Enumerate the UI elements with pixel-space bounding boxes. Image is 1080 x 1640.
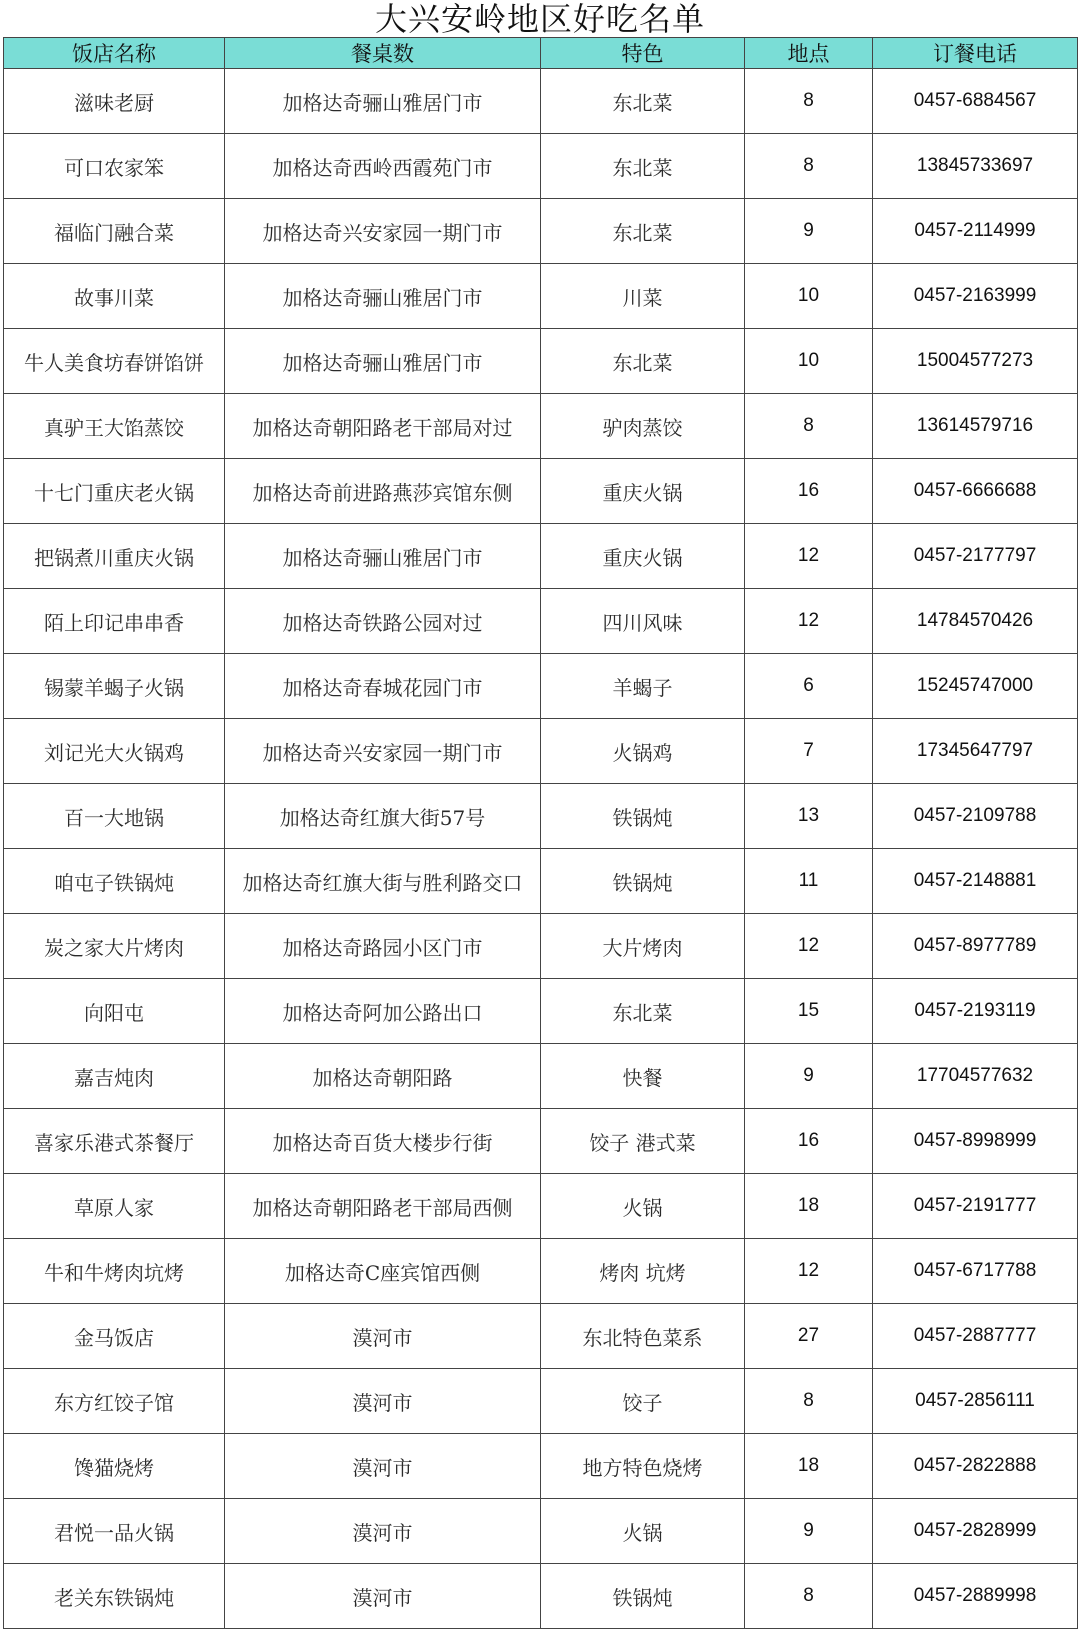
cell-specialty: 饺子 xyxy=(541,1369,745,1434)
cell-phone: 0457-6717788 xyxy=(873,1239,1078,1304)
cell-table-count: 漠河市 xyxy=(225,1304,541,1369)
table-row xyxy=(4,1174,1078,1239)
cell-phone: 13614579716 xyxy=(873,394,1078,459)
cell-location: 12 xyxy=(745,524,873,589)
cell-specialty: 四川风味 xyxy=(541,589,745,654)
cell-restaurant-name: 百一大地锅 xyxy=(4,784,225,849)
cell-phone: 0457-2822888 xyxy=(873,1434,1078,1499)
table-row xyxy=(4,1109,1078,1174)
cell-specialty: 地方特色烧烤 xyxy=(541,1434,745,1499)
restaurant-table xyxy=(3,37,1078,1629)
cell-location: 12 xyxy=(745,914,873,979)
cell-table-count: 加格达奇红旗大街57号 xyxy=(225,784,541,849)
cell-phone: 0457-8998999 xyxy=(873,1109,1078,1174)
cell-phone: 0457-2193119 xyxy=(873,979,1078,1044)
cell-restaurant-name: 牛人美食坊春饼馅饼 xyxy=(4,329,225,394)
header-restaurant-name: 饭店名称 xyxy=(4,38,225,69)
table-row xyxy=(4,524,1078,589)
cell-phone: 0457-2177797 xyxy=(873,524,1078,589)
table-row xyxy=(4,134,1078,199)
cell-specialty: 东北菜 xyxy=(541,329,745,394)
table-row xyxy=(4,199,1078,264)
header-table-count: 餐桌数 xyxy=(225,38,541,69)
cell-location: 16 xyxy=(745,1109,873,1174)
cell-specialty: 川菜 xyxy=(541,264,745,329)
table-row xyxy=(4,394,1078,459)
cell-table-count: 加格达奇C座宾馆西侧 xyxy=(225,1239,541,1304)
cell-location: 9 xyxy=(745,1499,873,1564)
cell-phone: 17345647797 xyxy=(873,719,1078,784)
cell-phone: 0457-2114999 xyxy=(873,199,1078,264)
cell-restaurant-name: 福临门融合菜 xyxy=(4,199,225,264)
header-location: 地点 xyxy=(745,38,873,69)
cell-table-count: 漠河市 xyxy=(225,1499,541,1564)
cell-location: 6 xyxy=(745,654,873,719)
cell-specialty: 重庆火锅 xyxy=(541,524,745,589)
cell-location: 27 xyxy=(745,1304,873,1369)
cell-table-count: 漠河市 xyxy=(225,1434,541,1499)
page-title: 大兴安岭地区好吃名单 xyxy=(374,0,705,38)
table-row xyxy=(4,1369,1078,1434)
cell-restaurant-name: 咱屯子铁锅炖 xyxy=(4,849,225,914)
cell-location: 13 xyxy=(745,784,873,849)
cell-specialty: 火锅 xyxy=(541,1499,745,1564)
cell-phone: 0457-2148881 xyxy=(873,849,1078,914)
cell-phone: 15245747000 xyxy=(873,654,1078,719)
table-row xyxy=(4,69,1078,134)
cell-restaurant-name: 把锅煮川重庆火锅 xyxy=(4,524,225,589)
cell-table-count: 加格达奇铁路公园对过 xyxy=(225,589,541,654)
table-row xyxy=(4,849,1078,914)
cell-restaurant-name: 馋猫烧烤 xyxy=(4,1434,225,1499)
cell-table-count: 加格达奇骊山雅居门市 xyxy=(225,329,541,394)
table-row xyxy=(4,1434,1078,1499)
cell-location: 8 xyxy=(745,134,873,199)
cell-table-count: 加格达奇阿加公路出口 xyxy=(225,979,541,1044)
cell-location: 18 xyxy=(745,1434,873,1499)
cell-table-count: 加格达奇春城花园门市 xyxy=(225,654,541,719)
cell-specialty: 东北菜 xyxy=(541,979,745,1044)
cell-restaurant-name: 锡蒙羊蝎子火锅 xyxy=(4,654,225,719)
cell-phone: 14784570426 xyxy=(873,589,1078,654)
cell-table-count: 加格达奇骊山雅居门市 xyxy=(225,264,541,329)
cell-location: 7 xyxy=(745,719,873,784)
cell-specialty: 东北菜 xyxy=(541,134,745,199)
cell-table-count: 加格达奇兴安家园一期门市 xyxy=(225,719,541,784)
cell-specialty: 快餐 xyxy=(541,1044,745,1109)
cell-specialty: 饺子 港式菜 xyxy=(541,1109,745,1174)
table-row xyxy=(4,914,1078,979)
cell-restaurant-name: 老关东铁锅炖 xyxy=(4,1564,225,1629)
cell-table-count: 加格达奇朝阳路老干部局对过 xyxy=(225,394,541,459)
cell-specialty: 羊蝎子 xyxy=(541,654,745,719)
cell-restaurant-name: 牛和牛烤肉坑烤 xyxy=(4,1239,225,1304)
cell-table-count: 加格达奇前进路燕莎宾馆东侧 xyxy=(225,459,541,524)
table-row xyxy=(4,1044,1078,1109)
cell-restaurant-name: 炭之家大片烤肉 xyxy=(4,914,225,979)
cell-phone: 0457-6884567 xyxy=(873,69,1078,134)
cell-phone: 0457-2889998 xyxy=(873,1564,1078,1629)
cell-table-count: 加格达奇骊山雅居门市 xyxy=(225,524,541,589)
cell-location: 8 xyxy=(745,1564,873,1629)
cell-phone: 0457-6666688 xyxy=(873,459,1078,524)
table-row xyxy=(4,654,1078,719)
header-phone: 订餐电话 xyxy=(873,38,1078,69)
cell-table-count: 加格达奇红旗大街与胜利路交口 xyxy=(225,849,541,914)
cell-location: 18 xyxy=(745,1174,873,1239)
cell-specialty: 火锅 xyxy=(541,1174,745,1239)
cell-specialty: 重庆火锅 xyxy=(541,459,745,524)
cell-phone: 15004577273 xyxy=(873,329,1078,394)
cell-phone: 0457-2887777 xyxy=(873,1304,1078,1369)
cell-restaurant-name: 刘记光大火锅鸡 xyxy=(4,719,225,784)
cell-location: 9 xyxy=(745,1044,873,1109)
table-header-row xyxy=(4,38,1078,69)
cell-table-count: 加格达奇百货大楼步行街 xyxy=(225,1109,541,1174)
cell-table-count: 加格达奇路园小区门市 xyxy=(225,914,541,979)
cell-restaurant-name: 故事川菜 xyxy=(4,264,225,329)
table-row xyxy=(4,979,1078,1044)
cell-restaurant-name: 喜家乐港式茶餐厅 xyxy=(4,1109,225,1174)
cell-table-count: 加格达奇朝阳路老干部局西侧 xyxy=(225,1174,541,1239)
cell-specialty: 东北菜 xyxy=(541,69,745,134)
cell-specialty: 烤肉 坑烤 xyxy=(541,1239,745,1304)
cell-table-count: 漠河市 xyxy=(225,1369,541,1434)
cell-phone: 0457-2856111 xyxy=(873,1369,1078,1434)
cell-table-count: 加格达奇骊山雅居门市 xyxy=(225,69,541,134)
cell-restaurant-name: 十七门重庆老火锅 xyxy=(4,459,225,524)
cell-location: 16 xyxy=(745,459,873,524)
table-row xyxy=(4,784,1078,849)
cell-specialty: 铁锅炖 xyxy=(541,1564,745,1629)
table-row xyxy=(4,1499,1078,1564)
cell-restaurant-name: 可口农家笨 xyxy=(4,134,225,199)
table-body xyxy=(4,69,1078,1629)
table-row xyxy=(4,719,1078,784)
cell-location: 15 xyxy=(745,979,873,1044)
cell-restaurant-name: 嘉吉炖肉 xyxy=(4,1044,225,1109)
cell-phone: 0457-2191777 xyxy=(873,1174,1078,1239)
cell-restaurant-name: 向阳屯 xyxy=(4,979,225,1044)
cell-restaurant-name: 真驴王大馅蒸饺 xyxy=(4,394,225,459)
cell-phone: 13845733697 xyxy=(873,134,1078,199)
cell-location: 12 xyxy=(745,589,873,654)
table-row xyxy=(4,459,1078,524)
cell-restaurant-name: 滋味老厨 xyxy=(4,69,225,134)
cell-table-count: 加格达奇西岭西霞苑门市 xyxy=(225,134,541,199)
cell-specialty: 驴肉蒸饺 xyxy=(541,394,745,459)
table-row xyxy=(4,1239,1078,1304)
table-row xyxy=(4,329,1078,394)
table-row xyxy=(4,1304,1078,1369)
cell-specialty: 火锅鸡 xyxy=(541,719,745,784)
cell-restaurant-name: 草原人家 xyxy=(4,1174,225,1239)
cell-specialty: 东北菜 xyxy=(541,199,745,264)
cell-table-count: 加格达奇朝阳路 xyxy=(225,1044,541,1109)
cell-phone: 0457-2828999 xyxy=(873,1499,1078,1564)
cell-location: 8 xyxy=(745,69,873,134)
cell-phone: 0457-8977789 xyxy=(873,914,1078,979)
cell-phone: 0457-2109788 xyxy=(873,784,1078,849)
cell-location: 8 xyxy=(745,1369,873,1434)
cell-restaurant-name: 东方红饺子馆 xyxy=(4,1369,225,1434)
cell-table-count: 漠河市 xyxy=(225,1564,541,1629)
cell-location: 8 xyxy=(745,394,873,459)
cell-restaurant-name: 陌上印记串串香 xyxy=(4,589,225,654)
header-specialty: 特色 xyxy=(541,38,745,69)
cell-specialty: 大片烤肉 xyxy=(541,914,745,979)
table-row xyxy=(4,264,1078,329)
cell-location: 9 xyxy=(745,199,873,264)
cell-restaurant-name: 君悦一品火锅 xyxy=(4,1499,225,1564)
cell-location: 11 xyxy=(745,849,873,914)
cell-location: 10 xyxy=(745,264,873,329)
cell-phone: 0457-2163999 xyxy=(873,264,1078,329)
cell-specialty: 铁锅炖 xyxy=(541,784,745,849)
cell-specialty: 铁锅炖 xyxy=(541,849,745,914)
cell-specialty: 东北特色菜系 xyxy=(541,1304,745,1369)
cell-location: 12 xyxy=(745,1239,873,1304)
cell-table-count: 加格达奇兴安家园一期门市 xyxy=(225,199,541,264)
cell-restaurant-name: 金马饭店 xyxy=(4,1304,225,1369)
cell-phone: 17704577632 xyxy=(873,1044,1078,1109)
cell-location: 10 xyxy=(745,329,873,394)
table-row xyxy=(4,1564,1078,1629)
table-row xyxy=(4,589,1078,654)
